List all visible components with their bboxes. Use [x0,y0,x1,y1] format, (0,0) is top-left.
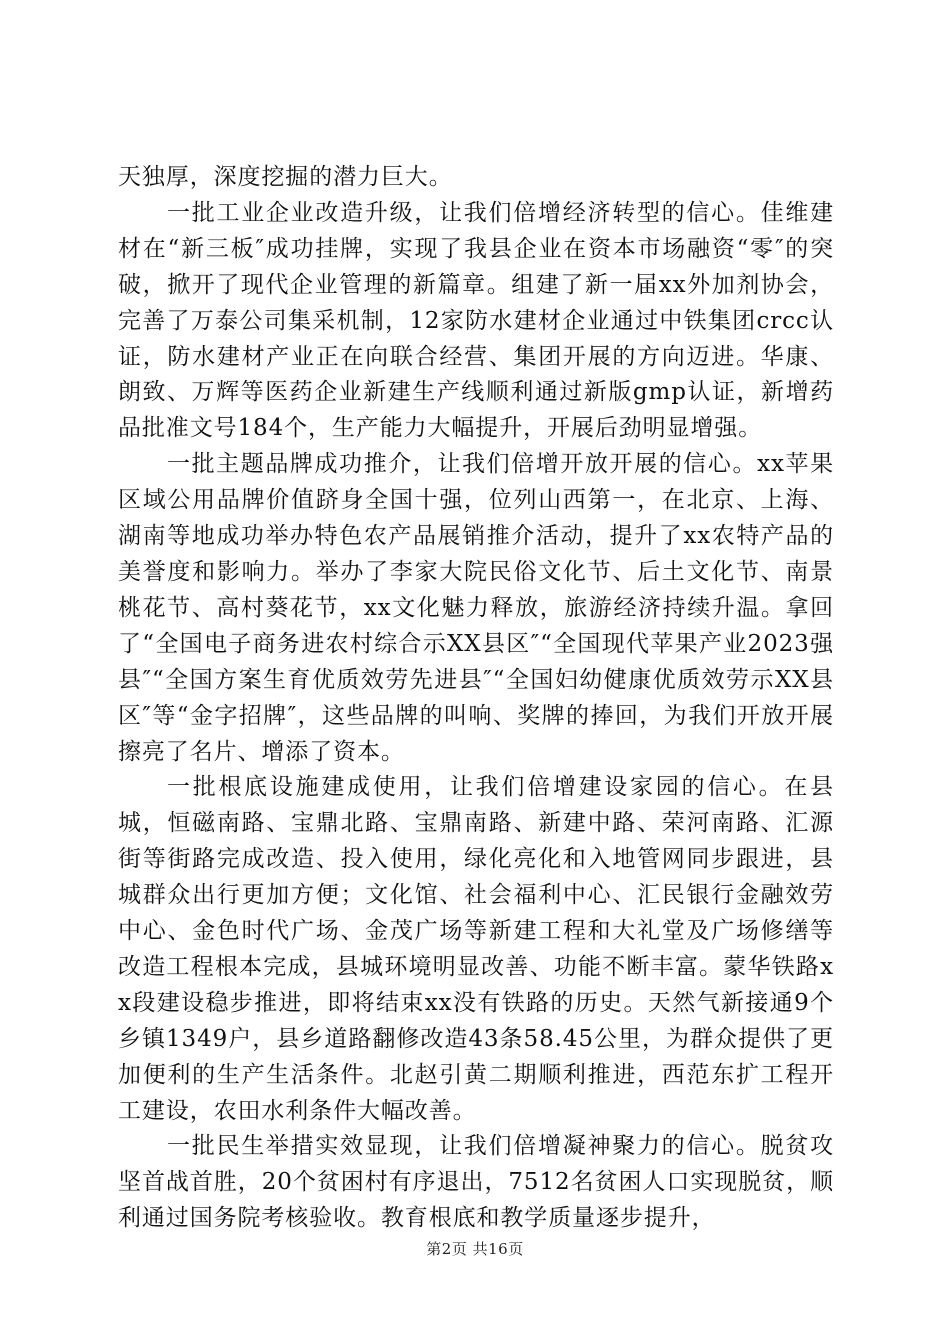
paragraph-3: 一批主题品牌成功推介，让我们倍增开放开展的信心。xx苹果区域公用品牌价值跻身全国十强，位列山西第一，在北京、上海、湖南等地成功举办特色农产品展销推介活动，提升了xx农特产品的美誉度和影响力。举办了李家大院民俗文化节、后土文化节、南景桃花节、高村葵花节，xx文化魅力释放，旅游经济持续升温。拿回了“全国电子商务进农村综合示XX县区″“全国现代苹果产业2023强县″“全国方案生育优质效劳先进县″“全国妇幼健康优质效劳示XX县区″等“金字招牌″，这些品牌的叫响、奖牌的捧回，为我们开放开展擦亮了名片、增添了资本。 [118,451,834,765]
paragraph-1: 天独厚，深度挖掘的潜力巨大。 [118,164,453,190]
page-number-footer: 第2页 共16页 [426,1240,524,1258]
document-body [118,160,834,1237]
paragraph-2: 一批工业企业改造升级，让我们倍增经济转型的信心。佳维建材在“新三板″成功挂牌，实现了我县企业在资本市场融资“零″的突破，掀开了现代企业管理的新篇章。组建了新一届xx外加剂协会，完善了万泰公司集采机制，12家防水建材企业通过中铁集团crcc认证，防水建材产业正在向联合经营、集团开展的方向迈进。华康、朗致、万辉等医药企业新建生产线顺利通过新版gmp认证，新增药品批准文号184个，生产能力大幅提升，开展后劲明显增强。 [118,199,834,442]
paragraph-4: 一批根底设施建成使用，让我们倍增建设家园的信心。在县城，恒磁南路、宝鼎北路、宝鼎南路、新建中路、荣河南路、汇源街等街路完成改造、投入使用，绿化亮化和入地管网同步跟进，县城群众出行更加方便；文化馆、社会福利中心、汇民银行金融效劳中心、金色时代广场、金茂广场等新建工程和大礼堂及广场修缮等改造工程根本完成，县城环境明显改善、功能不断丰富。蒙华铁路xx段建设稳步推进，即将结束xx没有铁路的历史。天然气新接通9个乡镇1349户，县乡道路翻修改造43条58.45公里，为群众提供了更加便利的生产生活条件。北赵引黄二期顺利推进，西范东扩工程开工建设，农田水利条件大幅改善。 [118,774,834,1124]
paragraph-5: 一批民生举措实效显现，让我们倍增凝神聚力的信心。脱贫攻坚首战首胜，20个贫困村有序退出，7512名贫困人口实现脱贫，顺利通过国务院考核验收。教育根底和教学质量逐步提升， [118,1133,834,1232]
